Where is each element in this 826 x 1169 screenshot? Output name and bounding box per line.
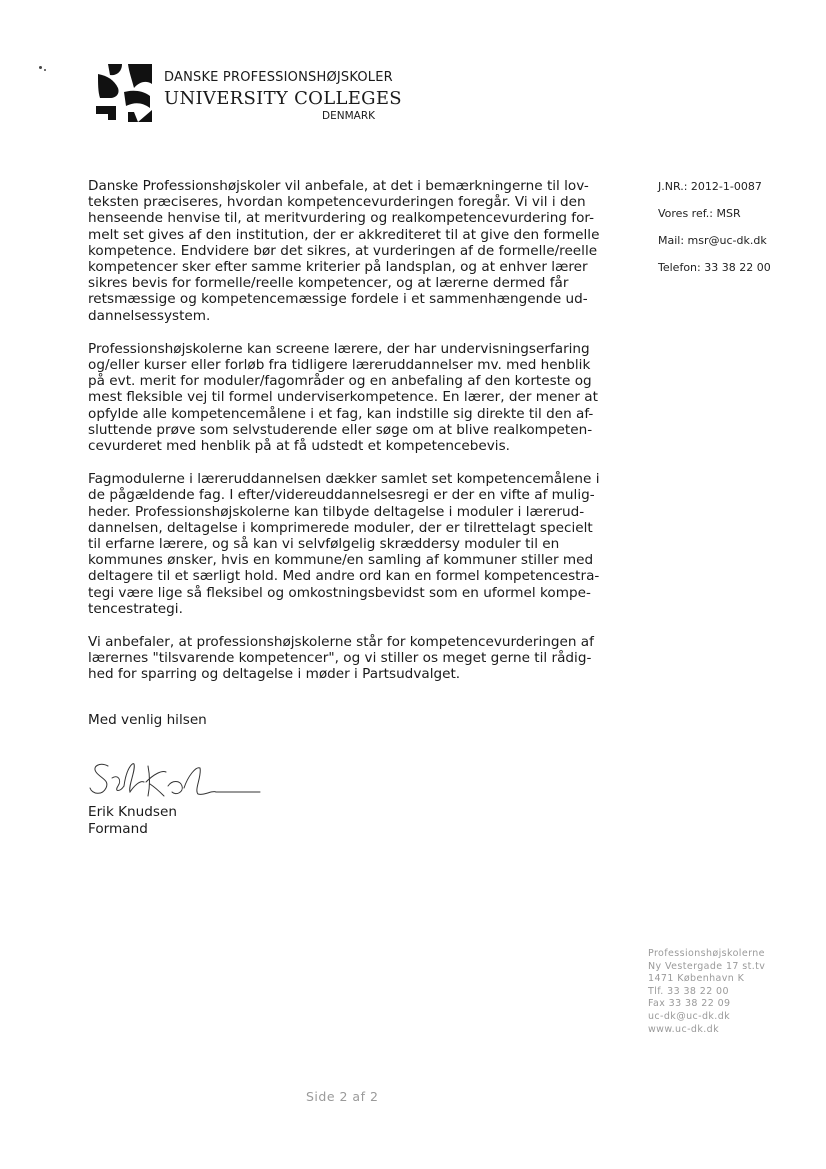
text-line: dannelsessystem. <box>88 307 211 324</box>
text-line: kompetence. Endvidere bør det sikres, at vurderingen af de formelle/reelle <box>88 242 598 259</box>
handwritten-signature <box>88 756 263 804</box>
closing-salutation: Med venlig hilsen <box>88 712 207 728</box>
text-line: tegi være lige så fleksibel og omkostningsbevidst som en uformel kompe- <box>88 584 591 601</box>
journal-number: J.NR.: 2012-1-0087 <box>658 180 762 193</box>
text-line: mest fleksible vej til formel underviserkompetence. En lærer, der mener at <box>88 389 598 406</box>
footer-line: uc-dk@uc-dk.dk <box>648 1010 731 1022</box>
footer-address <box>648 948 765 1036</box>
text-line: Danske Professionshøjskoler vil anbefale, at det i bemærkningerne til lov- <box>88 178 589 194</box>
footer-line: Tlf. 33 38 22 00 <box>648 985 729 997</box>
org-name-danish: DANSKE PROFESSIONSHØJSKOLER <box>164 70 393 85</box>
text-line: de pågældende fag. I efter/videreuddannelsesregi er der en vifte af mulig- <box>88 487 595 504</box>
text-line: deltagere til et særligt hold. Med andre ord kan en formel kompetencestra- <box>88 568 600 585</box>
paragraph-1 <box>88 178 608 324</box>
text-line: heder. Professionshøjskolerne kan tilbyde deltagelse i moduler i lærerud- <box>88 503 585 520</box>
text-line: cevurderet med henblik på at få udstedt et kompetencebevis. <box>88 438 510 455</box>
paragraph-2 <box>88 341 608 454</box>
our-reference: Vores ref.: MSR <box>658 207 741 220</box>
text-line: Fagmodulerne i læreruddannelsen dækker samlet set kompetencemålene i <box>88 471 600 488</box>
paragraph-4 <box>88 634 608 683</box>
signatory-name: Erik Knudsen <box>88 804 177 820</box>
text-line: til erfarne lærere, og så kan vi selvfølgelig skræddersy moduler til en <box>88 536 560 553</box>
text-line: teksten præciseres, hvordan kompetencevurderingen foregår. Vi vil i den <box>88 194 586 211</box>
paragraph-3 <box>88 471 608 617</box>
page-number: Side 2 af 2 <box>306 1089 379 1104</box>
contact-mail: Mail: msr@uc-dk.dk <box>658 234 767 247</box>
text-line: Vi anbefaler, at professionshøjskolerne står for kompetencevurderingen af <box>88 634 594 651</box>
text-line: kompetencer sker efter samme kriterier på landsplan, og at enhver lærer <box>88 259 588 276</box>
scan-speck <box>44 69 46 71</box>
text-line: og/eller kurser eller forløb fra tidligere læreruddannelser mv. med henblik <box>88 357 591 374</box>
text-line: henseende henvise til, at meritvurdering og realkompetencevurdering for- <box>88 210 595 227</box>
footer-line: Professionshøjskolerne <box>648 948 765 959</box>
text-line: opfylde alle kompetencemålene i et fag, kan indstille sig direkte til den af- <box>88 405 594 422</box>
text-line: retsmæssige og kompetencemæssige fordele i et sammenhængende ud- <box>88 291 588 308</box>
contact-phone: Telefon: 33 38 22 00 <box>658 261 771 274</box>
footer-line: www.uc-dk.dk <box>648 1023 720 1035</box>
text-line: dannelsen, deltagelse i komprimerede moduler, der er tilrettelagt specielt <box>88 519 593 536</box>
text-line: sluttende prøve som selvstuderende eller søge om at blive realkompeten- <box>88 421 593 438</box>
letter-body <box>88 178 608 700</box>
footer-line: Fax 33 38 22 09 <box>648 998 731 1010</box>
text-line: tencestrategi. <box>88 600 183 617</box>
signatory <box>88 804 177 837</box>
reference-block <box>658 180 771 288</box>
text-line: lærernes "tilsvarende kompetencer", og vi stiller os meget gerne til rådig- <box>88 650 592 667</box>
text-line: kommunes ønsker, hvis en kommune/en samling af kommuner stiller med <box>88 552 594 569</box>
text-line: sikres bevis for formelle/reelle kompetencer, og at lærerne dermed får <box>88 275 569 292</box>
footer-line: Ny Vestergade 17 st.tv <box>648 960 766 972</box>
university-colleges-logo <box>94 62 154 124</box>
text-line: hed for sparring og deltagelse i møder i Partsudvalget. <box>88 666 461 683</box>
text-line: Professionshøjskolerne kan screene lærere, der har undervisningserfaring <box>88 340 590 357</box>
scan-speck <box>39 66 42 69</box>
org-name-english: UNIVERSITY COLLEGES <box>164 88 402 109</box>
footer-line: 1471 København K <box>648 973 745 985</box>
org-country: DENMARK <box>322 110 375 122</box>
signatory-title: Formand <box>88 820 148 837</box>
text-line: på evt. merit for moduler/fagområder og en anbefaling af den korteste og <box>88 373 592 390</box>
text-line: melt set gives af den institution, der er akkrediteret til at give den formelle <box>88 226 600 243</box>
